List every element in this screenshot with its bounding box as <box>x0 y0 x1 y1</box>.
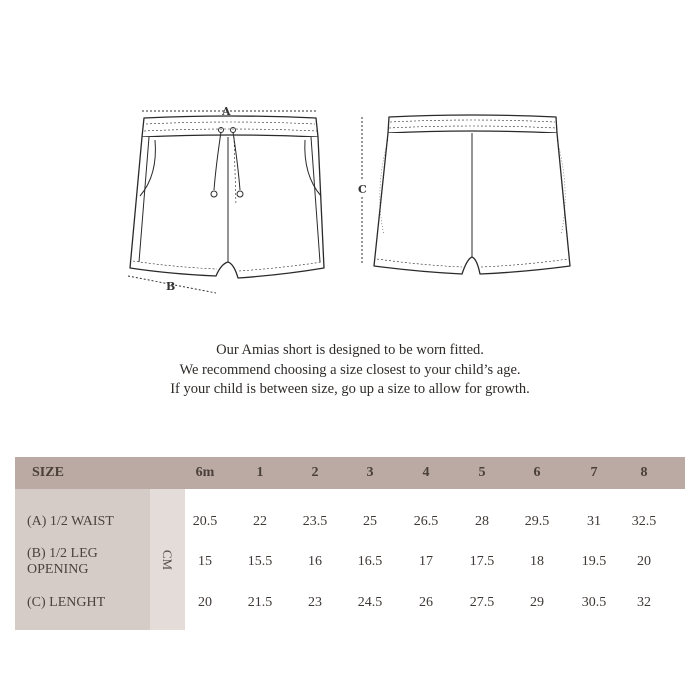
size-header-cell: 3 <box>366 465 374 480</box>
table-cell: 25 <box>363 514 377 529</box>
front-view <box>130 116 324 278</box>
size-header-cell: 6 <box>533 465 541 480</box>
dimension-a-label: A <box>222 105 231 118</box>
dimension-b-label: B <box>166 280 176 293</box>
size-header-row <box>15 457 685 489</box>
size-header-cell: 8 <box>640 465 648 480</box>
size-header-title: SIZE <box>32 465 64 480</box>
table-cell: 24.5 <box>357 595 383 610</box>
row-label-length: (C) LENGHT <box>27 595 106 610</box>
table-cell: 20 <box>198 595 212 610</box>
table-cell: 29.5 <box>524 514 550 529</box>
table-cell: 26.5 <box>413 514 439 529</box>
row-label-leg-opening-line-1: (B) 1/2 LEG <box>27 546 98 561</box>
unit-label: CM <box>160 549 175 571</box>
size-header-cell: 7 <box>590 465 598 480</box>
table-cell: 27.5 <box>469 595 495 610</box>
dimension-c <box>356 117 369 265</box>
table-cell: 16.5 <box>357 554 383 569</box>
dimension-c-label: C <box>358 183 367 196</box>
shorts-diagram <box>0 0 700 320</box>
back-view <box>374 115 570 274</box>
size-chart-table <box>15 457 685 630</box>
fit-note-line-3: If your child is between size, go up a size to allow for growth. <box>170 381 530 397</box>
fit-note-line-2: We recommend choosing a size closest to your child’s age. <box>179 361 521 378</box>
table-cell: 30.5 <box>581 595 607 610</box>
table-cell: 19.5 <box>581 554 607 569</box>
fit-note-line-1: Our Amias short is designed to be worn fitted. <box>216 342 484 358</box>
size-header-cell: 6m <box>195 465 215 480</box>
table-cell: 20 <box>637 554 651 569</box>
table-cell: 26 <box>419 595 433 610</box>
table-cell: 32.5 <box>631 514 657 529</box>
table-cell: 15.5 <box>247 554 273 569</box>
table-cell: 22 <box>253 514 267 529</box>
size-header-cell: 5 <box>478 465 486 480</box>
table-cell: 23.5 <box>302 514 328 529</box>
size-header-cell: 4 <box>422 465 430 480</box>
dimension-a <box>142 105 318 118</box>
table-cell: 17 <box>419 554 433 569</box>
size-header-cell: 1 <box>256 465 264 480</box>
table-cell: 16 <box>308 554 322 569</box>
table-cell: 21.5 <box>247 595 273 610</box>
table-cell: 23 <box>308 595 322 610</box>
table-cell: 28 <box>475 514 489 529</box>
table-cell: 17.5 <box>469 554 495 569</box>
table-cell: 18 <box>530 554 544 569</box>
table-cell: 29 <box>530 595 544 610</box>
table-cell: 20.5 <box>192 514 218 529</box>
size-header-cell: 2 <box>311 465 319 480</box>
row-label-waist: (A) 1/2 WAIST <box>27 514 114 529</box>
table-cell: 31 <box>587 514 601 529</box>
table-cell: 32 <box>637 595 651 610</box>
dimension-b <box>128 276 216 293</box>
table-cell: 15 <box>198 554 212 569</box>
fit-note <box>0 341 700 400</box>
row-label-leg-opening-line-2: OPENING <box>27 562 89 577</box>
